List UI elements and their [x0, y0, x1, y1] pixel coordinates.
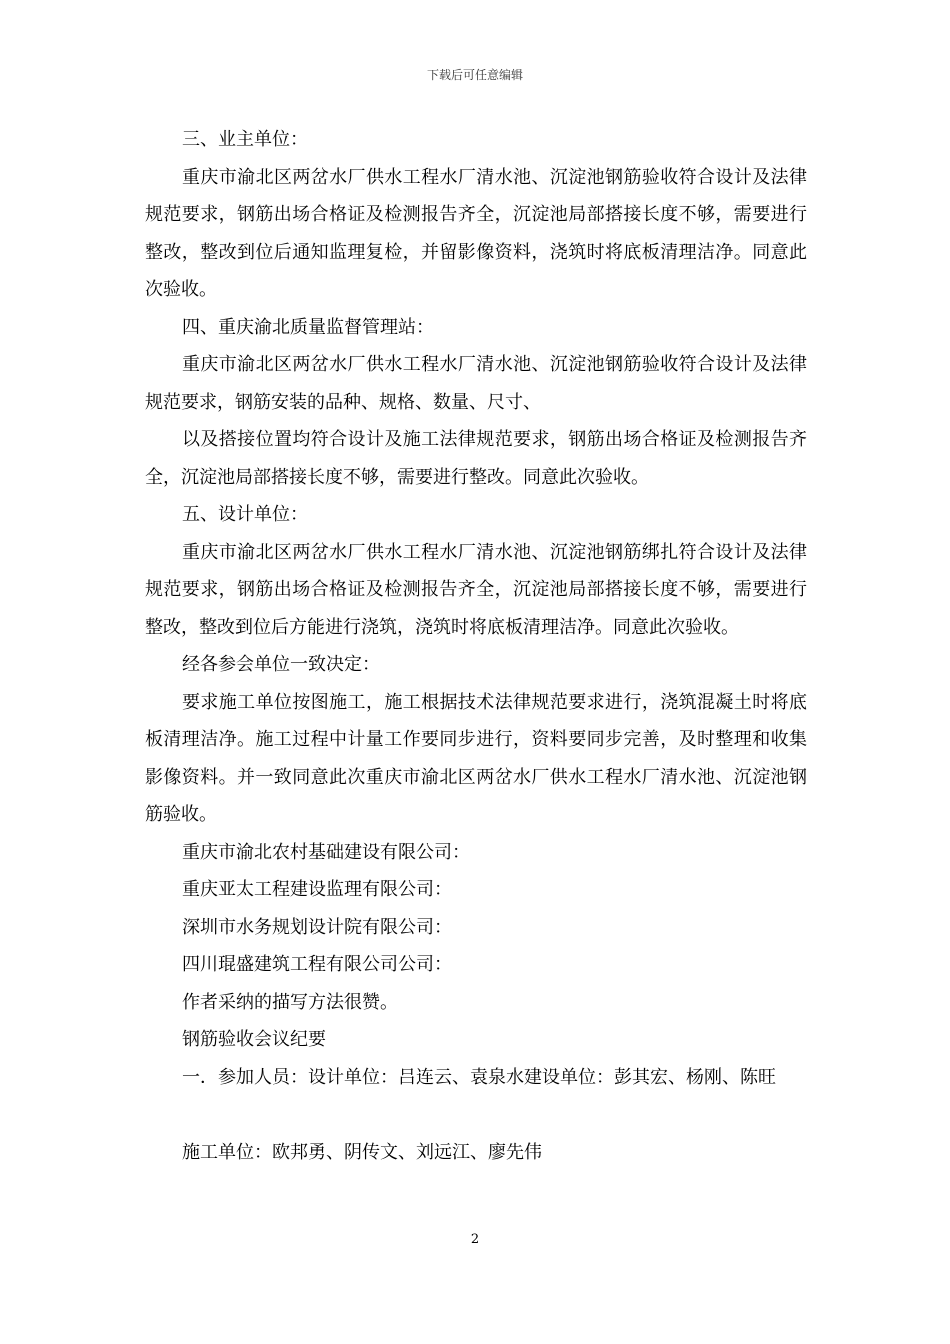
minutes-title: 钢筋验收会议纪要	[182, 1029, 326, 1050]
section-heading-owner: 三、业主单位：	[182, 129, 308, 150]
signatory-company-4: 四川琨盛建筑工程有限公司公司：	[182, 954, 452, 975]
construction-unit-line: 施工单位：欧邦勇、阴传文、刘远江、廖先伟	[182, 1141, 542, 1163]
paragraph-quality-station-opinion-1: 重庆市渝北区两岔水厂供水工程水厂清水池、沉淀池钢筋验收符合设计及法律规范要求，钢筋安装的品种、规格、数量、尺寸、	[145, 354, 807, 413]
section-heading-quality-station: 四、重庆渝北质量监督管理站：	[182, 316, 434, 338]
document-body	[145, 121, 807, 1171]
attendees-line: 一．参加人员：设计单位：吕连云、袁泉水建设单位：彭其宏、杨刚、陈旺	[182, 1066, 776, 1088]
signatory-company-3: 深圳市水务规划设计院有限公司：	[182, 916, 452, 938]
paragraph-owner-opinion: 重庆市渝北区两岔水厂供水工程水厂清水池、沉淀池钢筋验收符合设计及法律规范要求，钢筋出场合格证及检测报告齐全，沉淀池局部搭接长度不够，需要进行整改，整改到位后通知监理复检，并留影像资料，浇筑时将底板清理洁净。同意此次验收。	[145, 166, 807, 300]
header-note: 下载后可任意编辑	[426, 68, 523, 82]
blank-line	[145, 1096, 807, 1134]
signatory-company-1: 重庆市渝北农村基础建设有限公司：	[182, 841, 470, 863]
paragraph-quality-station-opinion-2: 以及搭接位置均符合设计及施工法律规范要求，钢筋出场合格证及检测报告齐全，沉淀池局部搭接长度不够，需要进行整改。同意此次验收。	[145, 429, 807, 488]
paragraph-design-opinion: 重庆市渝北区两岔水厂供水工程水厂清水池、沉淀池钢筋绑扎符合设计及法律规范要求，钢筋出场合格证及检测报告齐全，沉淀池局部搭接长度不够，需要进行整改，整改到位后方能进行浇筑，浇筑时将底板清理洁净。同意此次验收。	[145, 541, 807, 638]
section-heading-decision: 经各参会单位一致决定：	[182, 654, 380, 675]
signatory-company-2: 重庆亚太工程建设监理有限公司：	[182, 879, 452, 900]
page-number: 2	[470, 1232, 480, 1247]
paragraph-decision: 要求施工单位按图施工，施工根据技术法律规范要求进行，浇筑混凝土时将底板清理洁净。施工过程中计量工作要同步进行，资料要同步完善，及时整理和收集影像资料。并一致同意此次重庆市渝北区两岔水厂供水工程水厂清水池、沉淀池钢筋验收。	[145, 691, 807, 825]
section-heading-design: 五、设计单位：	[182, 504, 308, 525]
closing-remark: 作者采纳的描写方法很赞。	[182, 991, 398, 1013]
